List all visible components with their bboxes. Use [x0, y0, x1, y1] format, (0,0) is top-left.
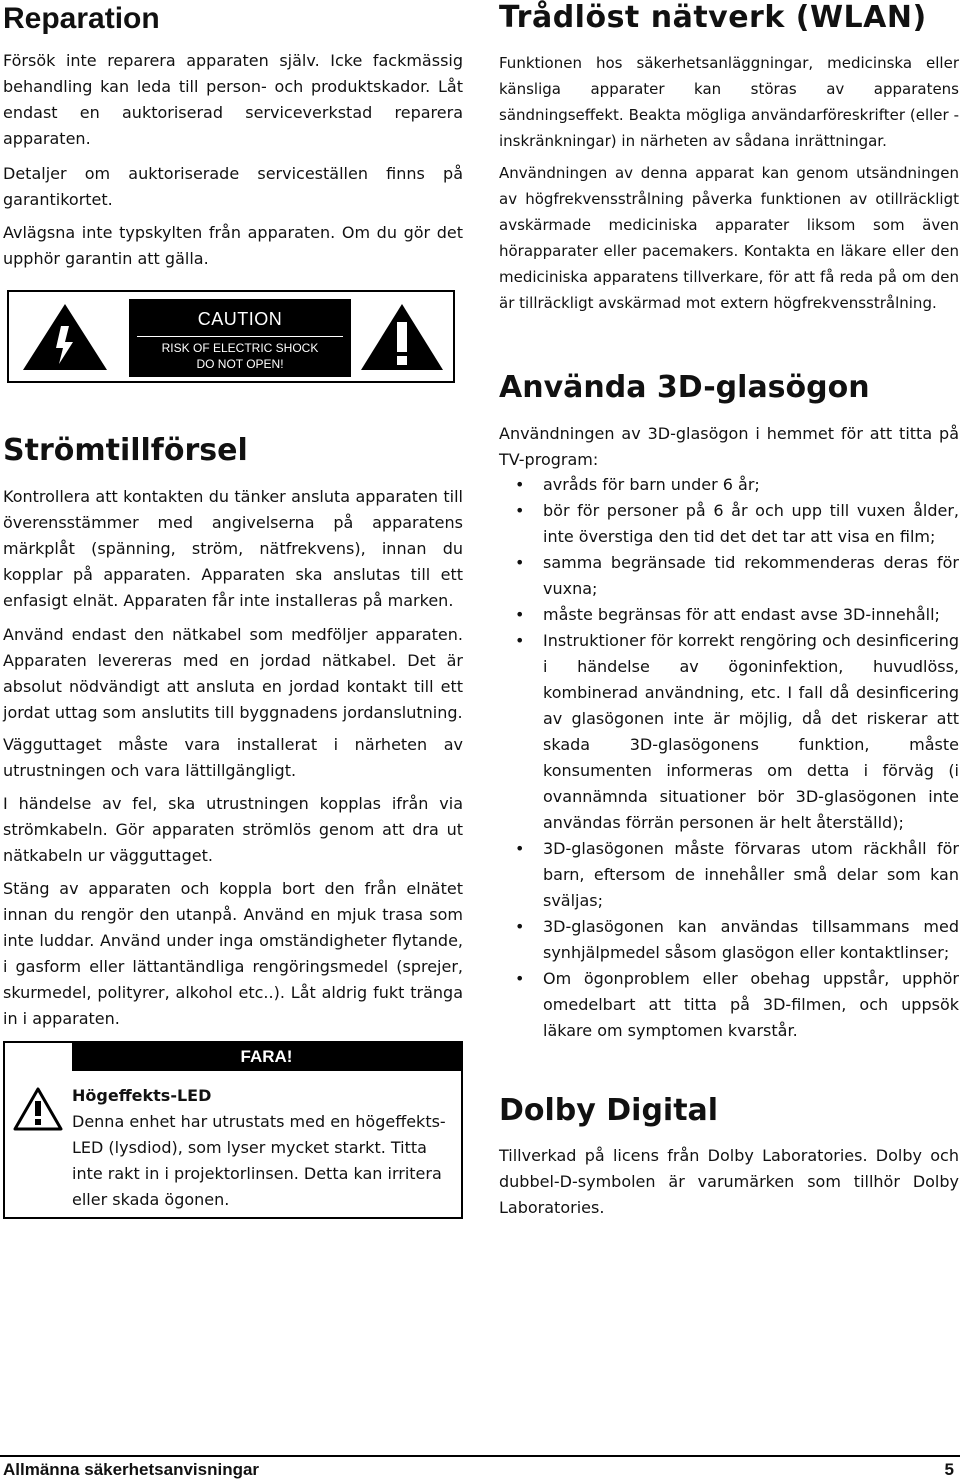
electric-shock-warning-icon	[21, 302, 109, 372]
repair-paragraph-3: Avlägsna inte typskylten från apparaten. Om du gör det upphör garantin att gälla.	[3, 223, 463, 268]
warning-title: Högeffekts-LED	[72, 1086, 212, 1105]
glasses-list	[499, 472, 959, 1044]
repair-paragraph-1: Försök inte reparera apparaten själv. Icke fackmässig behandling kan leda till person- och produktskador. Låt endast en auktoriserad serviceverkstad reparera apparaten.	[3, 51, 463, 148]
power-paragraph-4: I händelse av fel, ska utrustningen kopplas ifrån via strömkabeln. Gör apparaten strömlös genom att dra ut nätkabeln ur vägguttaget.	[3, 794, 463, 865]
power-paragraph-5: Stäng av apparaten och koppla bort den från elnätet innan du rengör den utanpå. Använd en mjuk trasa som inte luddar. Använd under inga omständigheter flytande, i gasform eller lättantändliga rengöringsmedel (sprejer, skurmedel, polityrer, alkohol etc..). Låt aldrig fukt tränga in i apparaten.	[3, 879, 463, 1028]
caution-title: CAUTION	[197, 309, 283, 329]
caution-line-1: RISK OF ELECTRIC SHOCK	[161, 341, 319, 355]
exclamation-warning-icon	[359, 302, 445, 372]
dolby-paragraph: Tillverkad på licens från Dolby Laboratories. Dolby och dubbel-D-symbolen är varumärken som tillhör Dolby Laboratories.	[499, 1146, 959, 1217]
power-paragraph-2: Använd endast den nätkabel som medföljer apparaten. Apparaten levereras med en jordad nätkabel. Det är absolut nödvändigt att ansluta en jordad kontakt till ett jordat uttag som anslutits till byggnadens jordanslutning.	[3, 625, 463, 722]
warning-triangle-icon	[13, 1087, 63, 1131]
footer-section-title: Allmänna säkerhetsanvisningar	[3, 1460, 260, 1479]
caution-panel	[129, 299, 351, 377]
caution-divider	[137, 336, 343, 337]
power-heading: Strömtillförsel	[3, 433, 248, 468]
dolby-heading: Dolby Digital	[499, 1093, 719, 1128]
wlan-heading: Trådlöst nätverk (WLAN)	[499, 0, 927, 35]
list-item: • måste begränsas för att endast avse 3D-innehåll;	[499, 602, 959, 628]
list-item: • avråds för barn under 6 år;	[499, 472, 959, 498]
list-item: • 3D-glasögonen kan användas tillsammans med synhjälpmedel såsom glasögon eller kontaktlinser;	[499, 914, 959, 966]
caution-label	[7, 290, 455, 383]
list-item: • Instruktioner för korrekt rengöring och desinficering i händelse av ögoninfektion, huvudlöss, kombinerad användning, etc. I fall då desinficering av glasögonen inte är möjlig, då det riskerar att skada 3D-glasögonens funktion, måste konsumenten informeras om detta i förväg (i ovannämnda situationer bör 3D-glasögonen inte användas förrän personen är helt återställd);	[499, 628, 959, 836]
list-item: • Om ögonproblem eller obehag uppstår, upphör omedelbart att titta på 3D-filmen, och uppsök läkare om symptomen kvarstår.	[499, 966, 959, 1044]
glasses-intro: Användningen av 3D-glasögon i hemmet för att titta på TV-program:	[499, 424, 959, 469]
repair-paragraph-2: Detaljer om auktoriserade serviceställen finns på garantikortet.	[3, 164, 463, 209]
power-paragraph-1: Kontrollera att kontakten du tänker ansluta apparaten till överensstämmer med angivelserna på apparatens märkplåt (spänning, ström, nätfrekvens), innan du kopplar på apparaten. Apparaten ska anslutas till ett enfasigt elnät. Apparaten får inte installeras på marken.	[3, 487, 463, 610]
power-paragraph-3: Vägguttaget måste vara installerat i närheten av utrustningen och vara lättillgängligt.	[3, 735, 463, 780]
glasses-heading: Använda 3D-glasögon	[499, 370, 870, 405]
caution-line-2: DO NOT OPEN!	[196, 357, 284, 371]
danger-label: FARA!	[72, 1043, 461, 1071]
danger-warning-box	[3, 1041, 463, 1219]
footer-rule	[0, 1455, 960, 1457]
list-item: • 3D-glasögonen måste förvaras utom räckhåll för barn, eftersom de innehåller små delar som kan sväljas;	[499, 836, 959, 914]
list-item: • bör för personer på 6 år och upp till vuxen ålder, inte överstiga den tid det det tar att visa en film;	[499, 498, 959, 550]
wlan-paragraph-1: Funktionen hos säkerhetsanläggningar, medicinska eller känsliga apparater kan störas av apparatens sändningseffekt. Beakta mögliga användarföreskrifter (eller - inskränkningar) in närheten av sådana inrättningar.	[499, 54, 959, 150]
list-item: • samma begränsade tid rekommenderas deras för vuxna;	[499, 550, 959, 602]
warning-text: Denna enhet har utrustats med en högeffekts-LED (lysdiod), som lyser mycket starkt. Titta inte rakt in i projektorlinsen. Detta kan irritera eller skada ögonen.	[72, 1112, 446, 1209]
page-number: 5	[944, 1460, 954, 1479]
wlan-paragraph-2: Användningen av denna apparat kan genom utsändningen av högfrekvensstrålning påverka funktionen av otillräckligt avskärmade mediciniska apparater liksom som även hörapparater eller pacemakers. Kontakta en läkare eller den mediciniska apparatens tillverkare, för att få reda på om den är tillräckligt avskärmad mot extern högfrekvensstrålning.	[499, 164, 959, 312]
repair-heading: Reparation	[3, 2, 160, 35]
